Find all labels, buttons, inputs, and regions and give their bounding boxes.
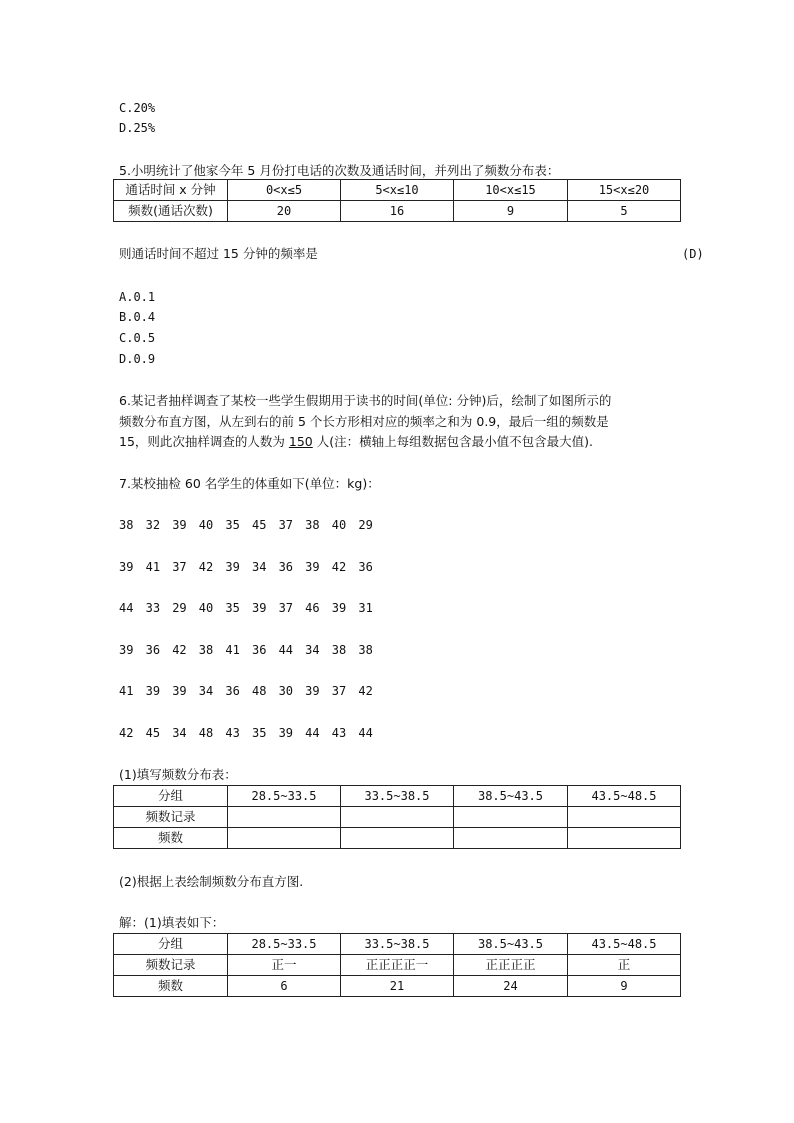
- data-value: 44: [358, 726, 373, 740]
- count-cell: 24: [454, 976, 568, 997]
- data-value: 39: [305, 560, 320, 574]
- q6-answer: 150: [288, 434, 313, 449]
- table-cell: 28.5~33.5: [228, 934, 341, 955]
- q4-option-c: C.20%: [119, 101, 156, 115]
- table-cell: 5<x≤10: [341, 180, 454, 201]
- q7-stem: 7.某校抽检 60 名学生的体重如下(单位：kg)：: [119, 476, 380, 491]
- weight-data-row: [119, 682, 385, 700]
- data-value: 39: [278, 726, 294, 740]
- table-row: [114, 807, 681, 828]
- q6-line-3-prefix: 15，则此次抽样调查的人数为: [119, 434, 289, 449]
- data-value: 31: [358, 601, 373, 615]
- table-cell: 43.5~48.5: [568, 934, 681, 955]
- blank-cell: [454, 828, 568, 849]
- table-cell: 频数: [114, 828, 228, 849]
- table-cell: 28.5~33.5: [228, 786, 341, 807]
- q6-line-3-suffix: 人(注：横轴上每组数据包含最小值不包含最大值).: [312, 434, 593, 449]
- q6-line-3: [119, 433, 593, 451]
- table-cell: 10<x≤15: [454, 180, 568, 201]
- table-row: [114, 955, 681, 976]
- table-row: [114, 201, 681, 222]
- q5-question: 则通话时间不超过 15 分钟的频率是: [119, 246, 318, 261]
- data-value: 37: [331, 684, 347, 698]
- data-value: 34: [251, 560, 267, 574]
- data-value: 33: [145, 601, 161, 615]
- table-row: [114, 828, 681, 849]
- data-value: 44: [305, 726, 320, 740]
- weight-data-row: [119, 599, 385, 617]
- data-value: 37: [172, 560, 187, 574]
- data-value: 42: [172, 643, 187, 657]
- data-value: 39: [172, 518, 187, 532]
- q5-option-b: B.0.4: [119, 310, 156, 324]
- data-value: 30: [278, 684, 294, 698]
- q7-filled-table: [113, 933, 681, 997]
- data-value: 42: [331, 560, 347, 574]
- count-cell: 21: [341, 976, 454, 997]
- blank-cell: [568, 807, 681, 828]
- tally-cell: 正: [568, 955, 681, 976]
- q5-stem: 5.小明统计了他家今年 5 月份打电话的次数及通话时间，并列出了频数分布表：: [119, 163, 560, 178]
- tally-cell: 正正正正: [454, 955, 568, 976]
- data-value: 39: [172, 684, 187, 698]
- q5-frequency-table: [113, 179, 681, 222]
- table-cell: 频数: [114, 976, 228, 997]
- table-cell: 9: [454, 201, 568, 222]
- blank-cell: [454, 807, 568, 828]
- data-value: 38: [119, 518, 134, 532]
- table-cell: 33.5~38.5: [341, 934, 454, 955]
- data-value: 48: [198, 726, 214, 740]
- data-value: 40: [198, 601, 214, 615]
- table-cell: 频数记录: [114, 807, 228, 828]
- table-row: [114, 786, 681, 807]
- table-cell: 38.5~43.5: [454, 934, 568, 955]
- data-value: 46: [305, 601, 320, 615]
- data-value: 34: [172, 726, 187, 740]
- data-value: 36: [145, 643, 161, 657]
- q7-part-1: (1)填写频数分布表：: [119, 767, 237, 782]
- table-cell: 通话时间 x 分钟: [114, 180, 228, 201]
- solution-intro: 解：(1)填表如下：: [119, 915, 225, 930]
- table-cell: 33.5~38.5: [341, 786, 454, 807]
- data-value: 43: [225, 726, 240, 740]
- data-value: 36: [225, 684, 240, 698]
- data-value: 42: [119, 726, 134, 740]
- tally-cell: 正正正正一: [341, 955, 454, 976]
- blank-cell: [568, 828, 681, 849]
- data-value: 42: [358, 684, 373, 698]
- data-value: 36: [251, 643, 267, 657]
- blank-cell: [341, 828, 454, 849]
- data-value: 38: [358, 643, 373, 657]
- q5-option-d: D.0.9: [119, 352, 156, 366]
- table-cell: 频数记录: [114, 955, 228, 976]
- q5-answer: (D): [682, 247, 704, 261]
- q6-line-1: 6.某记者抽样调查了某校一些学生假期用于读书的时间(单位: 分钟)后，绘制了如图所示的: [119, 393, 612, 408]
- data-value: 36: [358, 560, 373, 574]
- q7-part-2: (2)根据上表绘制频数分布直方图.: [119, 874, 304, 889]
- data-value: 45: [251, 518, 267, 532]
- data-value: 41: [145, 560, 161, 574]
- count-cell: 9: [568, 976, 681, 997]
- data-value: 29: [358, 518, 373, 532]
- data-value: 36: [278, 560, 294, 574]
- data-value: 43: [331, 726, 347, 740]
- data-value: 38: [198, 643, 214, 657]
- q7-blank-table: [113, 785, 681, 849]
- table-cell: 频数(通话次数): [114, 201, 228, 222]
- data-value: 38: [305, 518, 320, 532]
- data-value: 39: [145, 684, 161, 698]
- table-cell: 分组: [114, 786, 228, 807]
- table-row: [114, 180, 681, 201]
- data-value: 37: [278, 601, 294, 615]
- table-cell: 43.5~48.5: [568, 786, 681, 807]
- data-value: 39: [119, 643, 134, 657]
- data-value: 39: [305, 684, 320, 698]
- data-value: 41: [225, 643, 240, 657]
- weight-data-row: [119, 558, 385, 576]
- table-cell: 分组: [114, 934, 228, 955]
- table-cell: 0<x≤5: [228, 180, 341, 201]
- blank-cell: [228, 828, 341, 849]
- table-cell: 15<x≤20: [568, 180, 681, 201]
- data-value: 44: [119, 601, 134, 615]
- table-row: [114, 934, 681, 955]
- table-cell: 16: [341, 201, 454, 222]
- data-value: 40: [331, 518, 347, 532]
- blank-cell: [341, 807, 454, 828]
- data-value: 48: [251, 684, 267, 698]
- weight-data-row: [119, 516, 385, 534]
- data-value: 42: [198, 560, 214, 574]
- blank-cell: [228, 807, 341, 828]
- data-value: 35: [225, 601, 240, 615]
- data-value: 29: [172, 601, 187, 615]
- data-value: 45: [145, 726, 161, 740]
- data-value: 40: [198, 518, 214, 532]
- data-value: 39: [331, 601, 347, 615]
- data-value: 35: [251, 726, 267, 740]
- count-cell: 6: [228, 976, 341, 997]
- data-value: 39: [225, 560, 240, 574]
- data-value: 44: [278, 643, 294, 657]
- data-value: 34: [305, 643, 320, 657]
- data-value: 32: [145, 518, 161, 532]
- data-value: 41: [119, 684, 134, 698]
- weight-data-row: [119, 641, 385, 659]
- tally-cell: 正一: [228, 955, 341, 976]
- table-cell: 5: [568, 201, 681, 222]
- table-cell: 38.5~43.5: [454, 786, 568, 807]
- data-value: 39: [251, 601, 267, 615]
- data-value: 37: [278, 518, 294, 532]
- weight-data-row: [119, 724, 385, 742]
- q5-option-a: A.0.1: [119, 290, 156, 304]
- q6-line-2: 频数分布直方图，从左到右的前 5 个长方形相对应的频率之和为 0.9，最后一组的频数是: [119, 414, 609, 429]
- table-row: [114, 976, 681, 997]
- data-value: 35: [225, 518, 240, 532]
- table-cell: 20: [228, 201, 341, 222]
- data-value: 34: [198, 684, 214, 698]
- q5-option-c: C.0.5: [119, 331, 156, 345]
- data-value: 38: [331, 643, 347, 657]
- q4-option-d: D.25%: [119, 121, 156, 135]
- data-value: 39: [119, 560, 134, 574]
